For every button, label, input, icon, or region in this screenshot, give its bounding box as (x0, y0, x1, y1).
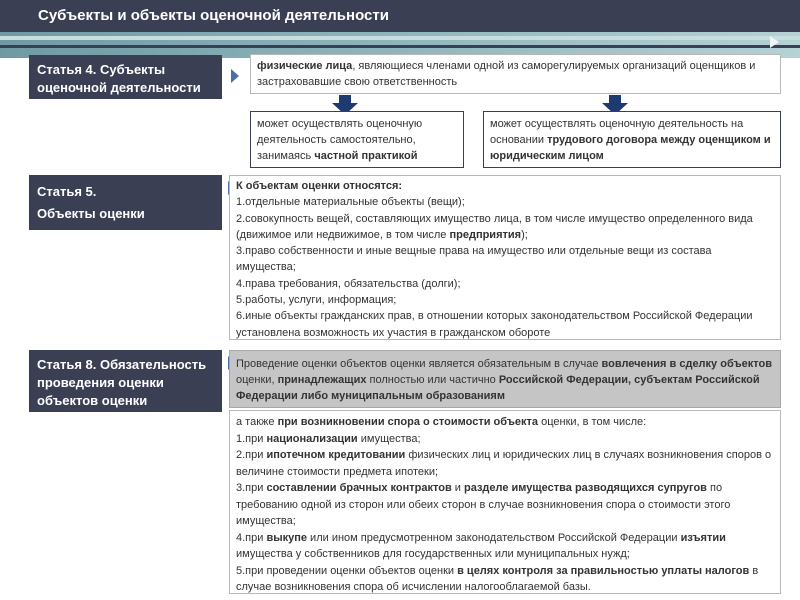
slide-title: Субъекты и объекты оценочной деятельности (38, 7, 389, 24)
option-employment-contract: может осуществлять оценочную деятельность на основании трудового договора между оценщиком и юридическим лицом (483, 111, 781, 168)
article8-mandatory-box: Проведение оценки объектов оценки является обязательным в случае вовлечения в сделку объектов оценки, принадлежащих полностью или частично Российской Федерации, субъектам Российской Федерации либо муниципальным образованиям (229, 350, 781, 408)
play-arrow-icon (770, 36, 779, 48)
accent-line-dark (0, 45, 800, 48)
article4-label: Статья 4. Субъекты оценочной деятельности (29, 55, 222, 99)
option-private-practice: может осуществлять оценочную деятельность самостоятельно, занимаясь частной практикой (250, 111, 464, 168)
article8-dispute-box: а также при возникновении спора о стоимости объекта оценки, в том числе: 1.при национализации имущества; 2.при ипотечном кредитовании физических лиц и юридических лиц в случаях возникновения споров о величине стоимости предмета ипотеки; 3.при составлении брачных контрактов и разделе имущества разводящихся супругов по требованию одной из сторон или обеих сторон в случае возникновения спора о стоимости этого имущества; 4.при выкупе или ином предусмотренном законодательством Российской Федерации изъятии имущества у собственников для государственных или муниципальных нужд; 5.при проведении оценки объектов оценки в целях контроля за правильностью уплаты налогов в случае возникновения спора об исчислении налогооблагаемой базы. (229, 410, 781, 594)
title-bar (0, 0, 800, 32)
article4-subject-box: физические лица, являющиеся членами одной из саморегулируемых организаций оценщиков и застраховавшие свою ответственность (250, 54, 781, 94)
article8-label: Статья 8. Обязательность проведения оценки объектов оценки (29, 350, 222, 412)
subject-bold: физические лица (257, 60, 353, 72)
article5-objects-box: К объектам оценки относятся: 1.отдельные материальные объекты (вещи); 2.совокупность вещей, составляющих имущество лица, в том числе имущество определенного вида (движимое или недвижимое, в том числе предприятия); 3.право собственности и иные вещные права на имущество или отдельные вещи из состава имущества; 4.права требования, обязательства (долги); 5.работы, услуги, информация; 6.иные объекты гражданских прав, в отношении которых законодательством Российской Федерации установлена возможность их участия в гражданском обороте (229, 175, 781, 340)
accent-line-light (0, 36, 800, 40)
article4-pointer-icon (231, 69, 239, 83)
article5-label: Статья 5. Объекты оценки (29, 175, 222, 230)
